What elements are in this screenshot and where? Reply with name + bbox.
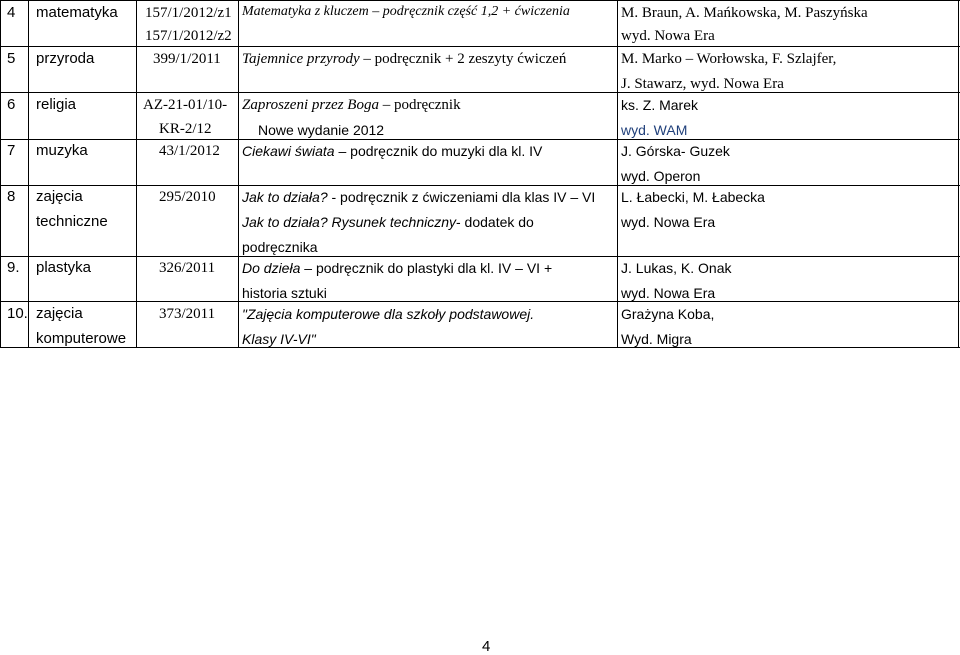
publisher-cell: wyd. Nowa Era bbox=[621, 214, 716, 230]
subject-cell: religia bbox=[36, 96, 77, 113]
row-number: 8 bbox=[7, 188, 16, 205]
title-italic: Zaproszeni przez Boga bbox=[242, 97, 379, 113]
row-number: 10. bbox=[7, 305, 28, 322]
subject-cell: zajęcia bbox=[36, 305, 83, 322]
row-number: 9. bbox=[7, 259, 20, 276]
title-cell bbox=[242, 50, 566, 68]
approval-number: 157/1/2012/z1 bbox=[145, 5, 232, 21]
title-italic: Jak to działa? Rysunek techniczny bbox=[242, 214, 456, 230]
approval-number: AZ-21-01/10- bbox=[143, 97, 228, 113]
title-rest: – podręcznik do plastyki dla kl. IV – VI + bbox=[300, 260, 553, 276]
title-italic: Do dzieła bbox=[242, 260, 301, 276]
title-cell: Matematyka z kluczem – podręcznik część 1,2 + ćwiczenia bbox=[242, 4, 570, 19]
approval-number: 43/1/2012 bbox=[159, 143, 220, 159]
subject-cell: techniczne bbox=[36, 213, 108, 230]
approval-number: KR-2/12 bbox=[159, 121, 212, 137]
title-cell bbox=[242, 213, 534, 231]
title-cell: podręcznika bbox=[242, 239, 318, 255]
title-rest: – podręcznik + 2 zeszyty ćwiczeń bbox=[359, 51, 567, 67]
author-cell: L. Łabecki, M. Łabecka bbox=[621, 189, 765, 205]
subject-cell: plastyka bbox=[36, 259, 92, 276]
subject-cell: matematyka bbox=[36, 4, 118, 21]
author-cell: J. Lukas, K. Onak bbox=[621, 260, 732, 276]
row-number: 7 bbox=[7, 142, 16, 159]
title-edition: Nowe wydanie 2012 bbox=[258, 122, 385, 138]
title-cell: historia sztuki bbox=[242, 285, 327, 301]
title-cell bbox=[242, 142, 542, 160]
approval-number: 399/1/2011 bbox=[153, 51, 221, 67]
approval-number: 326/2011 bbox=[159, 260, 216, 276]
subject-cell: przyroda bbox=[36, 50, 95, 67]
approval-number: 295/2010 bbox=[159, 189, 216, 205]
publisher-cell: wyd. WAM bbox=[621, 122, 688, 138]
author-cell: M. Braun, A. Mańkowska, M. Paszyńska bbox=[621, 5, 868, 21]
title-rest: - podręcznik z ćwiczeniami dla klas IV – VI bbox=[327, 189, 596, 205]
title-cell: Klasy IV-VI" bbox=[242, 331, 316, 347]
publisher-cell: wyd. Nowa Era bbox=[621, 285, 716, 301]
title-italic: Ciekawi świata bbox=[242, 143, 335, 159]
title-rest: – podręcznik bbox=[378, 97, 461, 113]
title-cell bbox=[242, 188, 595, 206]
title-cell bbox=[242, 259, 552, 277]
title-rest: - dodatek do bbox=[456, 214, 534, 230]
title-cell: "Zajęcia komputerowe dla szkoły podstawowej. bbox=[242, 306, 535, 322]
approval-number: 373/2011 bbox=[159, 306, 216, 322]
publisher-cell: wyd. Operon bbox=[621, 168, 701, 184]
author-cell: J. Górska- Guzek bbox=[621, 143, 730, 159]
row-number: 4 bbox=[7, 4, 16, 21]
author-cell: M. Marko – Worłowska, F. Szlajfer, bbox=[621, 51, 837, 67]
title-italic: Tajemnice przyrody bbox=[242, 51, 360, 67]
row-number: 5 bbox=[7, 50, 16, 67]
subject-cell: muzyka bbox=[36, 142, 88, 159]
author-cell: Grażyna Koba, bbox=[621, 306, 715, 322]
publisher-cell: wyd. Nowa Era bbox=[621, 28, 715, 44]
title-italic: Jak to działa? bbox=[242, 189, 328, 205]
row-number: 6 bbox=[7, 96, 16, 113]
author-cell: ks. Z. Marek bbox=[621, 97, 699, 113]
subject-cell: komputerowe bbox=[36, 330, 127, 347]
author-cell: J. Stawarz, wyd. Nowa Era bbox=[621, 76, 784, 92]
publisher-cell: Wyd. Migra bbox=[621, 331, 692, 347]
title-rest: – podręcznik do muzyki dla kl. IV bbox=[334, 143, 543, 159]
title-cell bbox=[242, 96, 461, 114]
subject-cell: zajęcia bbox=[36, 188, 83, 205]
approval-number: 157/1/2012/z2 bbox=[145, 28, 232, 44]
page-number: 4 bbox=[482, 638, 491, 655]
